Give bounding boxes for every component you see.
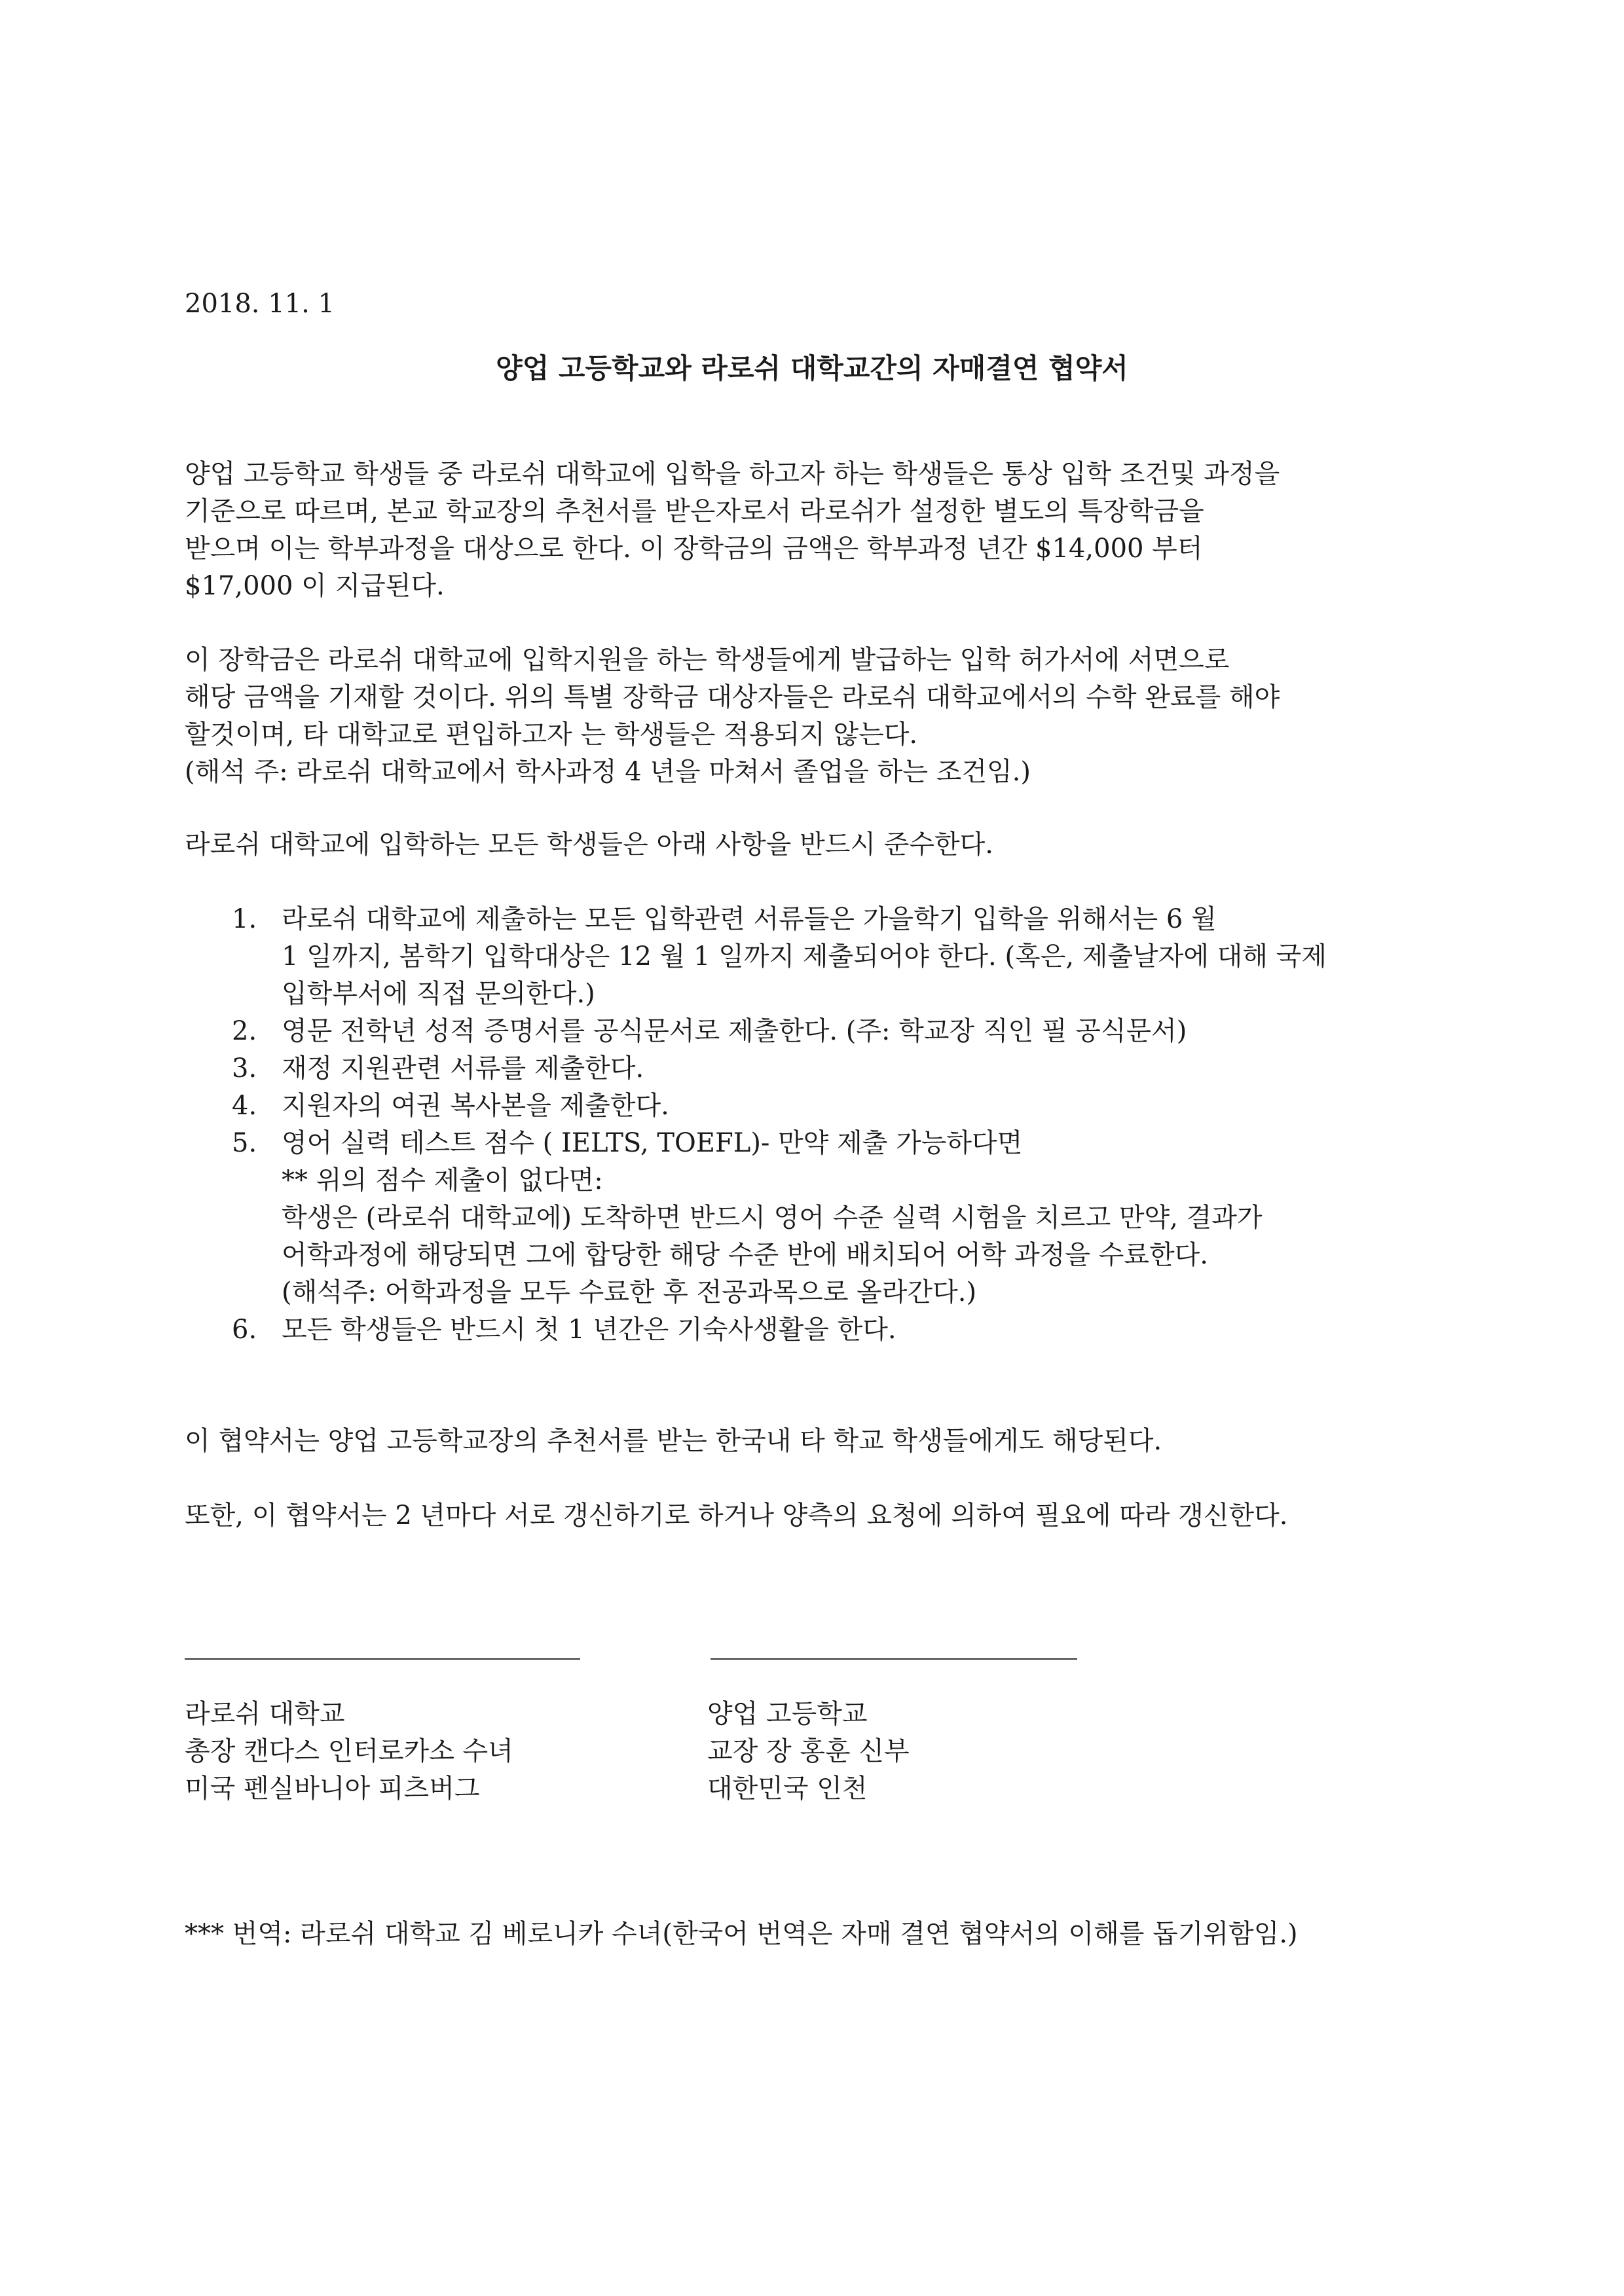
list-item-number: 5. — [232, 1128, 257, 1158]
list-item-line: 영어 실력 테스트 점수 ( IELTS, TOEFL)- 만약 제출 가능하다면 — [282, 1128, 1023, 1158]
list-item-number: 4. — [232, 1091, 257, 1121]
paragraph-line: 이 협약서는 양업 고등학교장의 추천서를 받는 한국내 타 학교 학생들에게도 해당된다. — [185, 1426, 1162, 1456]
document-date: 2018. 11. 1 — [185, 289, 335, 319]
paragraph-line: 기준으로 따르며, 본교 학교장의 추천서를 받은자로서 라로쉬가 설정한 별도의 특장학금을 — [185, 496, 1204, 526]
paragraph-line: 이 장학금은 라로쉬 대학교에 입학지원을 하는 학생들에게 발급하는 입학 허가서에 서면으로 — [185, 645, 1230, 675]
list-item-line: (해석주: 어학과정을 모두 수료한 후 전공과목으로 올라간다.) — [282, 1277, 977, 1307]
paragraph-renewal — [185, 1497, 1288, 1535]
signature-location: 대한민국 인천 — [707, 1774, 868, 1804]
list-item-number: 1. — [232, 904, 257, 934]
translation-footnote: *** 번역: 라로쉬 대학교 김 베로니카 수녀(한국어 번역은 자매 결연 협약서의 이해를 돕기위함임.) — [185, 1919, 1298, 1949]
list-item-line: 모든 학생들은 반드시 첫 1 년간은 기숙사생활을 한다. — [282, 1315, 896, 1345]
list-item-number: 3. — [232, 1053, 257, 1084]
list-item-line: 지원자의 여권 복사본을 제출한다. — [282, 1091, 669, 1121]
list-item-line: 학생은 (라로쉬 대학교에) 도착하면 반드시 영어 수준 실력 시험을 치르고 만약, 결과가 — [282, 1203, 1263, 1233]
signature-signer: 총장 캔다스 인터로카소 수녀 — [185, 1736, 513, 1766]
signature-signer: 교장 장 홍훈 신부 — [707, 1736, 910, 1766]
list-item-line: 영문 전학년 성적 증명서를 공식문서로 제출한다. (주: 학교장 직인 필 공식문서) — [282, 1016, 1187, 1046]
paragraph-line: 양업 고등학교 학생들 중 라로쉬 대학교에 입학을 하고자 하는 학생들은 통상 입학 조건및 과정을 — [185, 459, 1280, 489]
document-title: 양업 고등학교와 라로쉬 대학교간의 자매결연 협약서 — [496, 352, 1128, 384]
paragraph-other-schools — [185, 1423, 1162, 1460]
list-item-line: 입학부서에 직접 문의한다.) — [282, 979, 595, 1009]
list-item-line: 어학과정에 해당되면 그에 합당한 해당 수준 반에 배치되어 어학 과정을 수료한다. — [282, 1240, 1208, 1270]
paragraph-line: 할것이며, 타 대학교로 편입하고자 는 학생들은 적용되지 않는다. — [185, 720, 918, 750]
paragraph-line: 라로쉬 대학교에 입학하는 모든 학생들은 아래 사항을 반드시 준수한다. — [185, 829, 993, 860]
paragraph-scholarship — [185, 456, 1280, 605]
signature-institution: 라로쉬 대학교 — [185, 1699, 345, 1729]
list-item-line: ** 위의 점수 제출이 없다면: — [282, 1165, 603, 1195]
signature-block-laroche — [185, 1696, 513, 1808]
signature-line-right — [710, 1658, 1077, 1660]
paragraph-line: 받으며 이는 학부과정을 대상으로 한다. 이 장학금의 금액은 학부과정 년간 $14,000 부터 — [185, 534, 1203, 564]
paragraph-line: $17,000 이 지급된다. — [185, 571, 445, 601]
signature-institution: 양업 고등학교 — [707, 1699, 868, 1729]
list-item-line: 재정 지원관련 서류를 제출한다. — [282, 1053, 644, 1084]
list-item-number: 2. — [232, 1016, 257, 1046]
list-item-number: 6. — [232, 1315, 257, 1345]
signature-line-left — [185, 1658, 580, 1660]
signature-location: 미국 펜실바니아 피츠버그 — [185, 1774, 480, 1804]
paragraph-line: 해당 금액을 기재할 것이다. 위의 특별 장학금 대상자들은 라로쉬 대학교에서의 수학 완료를 해야 — [185, 682, 1280, 712]
list-item-line: 1 일까지, 봄학기 입학대상은 12 월 1 일까지 제출되어야 한다. (혹은, 제출날자에 대해 국제 — [282, 941, 1327, 972]
list-item-line: 라로쉬 대학교에 제출하는 모든 입학관련 서류들은 가을학기 입학을 위해서는 6 월 — [282, 904, 1217, 934]
signature-block-yangup — [707, 1696, 910, 1808]
paragraph-admission-letter — [185, 642, 1280, 791]
paragraph-line: 또한, 이 협약서는 2 년마다 서로 갱신하기로 하거나 양측의 요청에 의하여 필요에 따라 갱신한다. — [185, 1501, 1288, 1531]
paragraph-line: (해석 주: 라로쉬 대학교에서 학사과정 4 년을 마쳐서 졸업을 하는 조건임.) — [185, 757, 1031, 787]
paragraph-requirements-intro — [185, 826, 993, 864]
